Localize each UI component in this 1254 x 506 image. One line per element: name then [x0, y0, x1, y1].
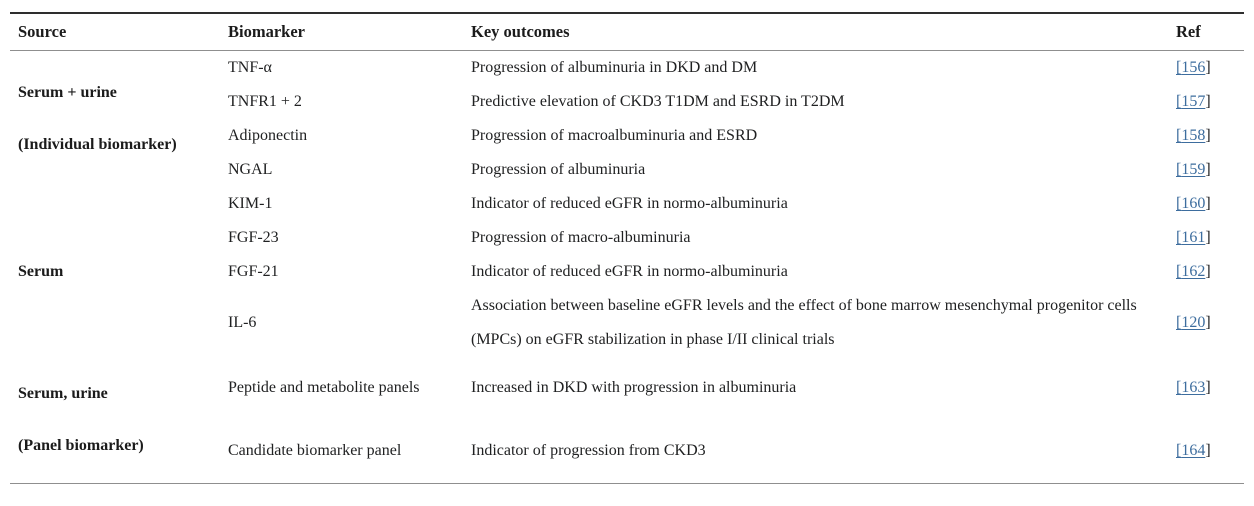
- ref-link[interactable]: [1176, 379, 1205, 396]
- ref-bracket-close: ]: [1205, 195, 1211, 212]
- ref-number: 162: [1181, 263, 1206, 280]
- source-line: Serum, urine: [18, 385, 108, 402]
- source-cell-serum-urine-panel: [10, 357, 220, 484]
- biomarker-cell: FGF-21: [228, 263, 279, 280]
- source-line: Serum: [18, 263, 64, 280]
- header-row: [10, 13, 1244, 51]
- ref-bracket-open: [: [1176, 161, 1182, 178]
- ref-number: 156: [1181, 59, 1206, 76]
- table-row: [10, 357, 1244, 420]
- ref-number: 161: [1181, 229, 1206, 246]
- ref-bracket-open: [: [1176, 314, 1182, 331]
- biomarker-cell: NGAL: [228, 161, 273, 178]
- ref-cell: [1168, 85, 1244, 119]
- source-cell-serum-urine-individual: [10, 51, 220, 188]
- ref-cell: [1168, 357, 1244, 420]
- ref-bracket-open: [: [1176, 263, 1182, 280]
- ref-number: 158: [1181, 127, 1206, 144]
- outcome-cell: Association between baseline eGFR levels and the effect of bone marrow mesenchymal progenitor cells (MPCs) on eGFR stabilization in phase I/II clinical trials: [471, 297, 1137, 348]
- ref-cell: [1168, 255, 1244, 289]
- biomarkers-table: [10, 12, 1244, 484]
- ref-bracket-open: [: [1176, 93, 1182, 110]
- ref-bracket-close: ]: [1205, 263, 1211, 280]
- outcome-cell: Predictive elevation of CKD3 T1DM and ESRD in T2DM: [471, 93, 845, 110]
- col-header-key-outcomes: Key outcomes: [463, 13, 1168, 51]
- ref-bracket-close: ]: [1205, 442, 1211, 460]
- ref-cell: [1168, 187, 1244, 221]
- ref-link[interactable]: [1176, 127, 1205, 144]
- ref-number: 157: [1181, 93, 1206, 110]
- ref-bracket-close: ]: [1205, 59, 1211, 76]
- outcome-cell: Progression of albuminuria in DKD and DM: [471, 59, 758, 76]
- ref-bracket-close: ]: [1205, 127, 1211, 144]
- ref-link[interactable]: [1176, 442, 1205, 459]
- ref-link[interactable]: [1176, 59, 1205, 76]
- ref-number: 160: [1181, 195, 1206, 212]
- ref-link[interactable]: [1176, 229, 1205, 246]
- ref-cell: [1168, 153, 1244, 187]
- col-header-source: Source: [10, 13, 220, 51]
- outcome-cell: Indicator of progression from CKD3: [471, 442, 706, 460]
- outcome-cell: Progression of macroalbuminuria and ESRD: [471, 127, 758, 144]
- ref-link[interactable]: [1176, 314, 1205, 331]
- source-line: (Individual biomarker): [18, 136, 177, 153]
- ref-link[interactable]: [1176, 93, 1205, 110]
- ref-bracket-open: [: [1176, 59, 1182, 76]
- table-body: [10, 51, 1244, 484]
- biomarker-cell: TNF-α: [228, 59, 272, 76]
- ref-cell: [1168, 221, 1244, 255]
- ref-bracket-close: ]: [1205, 161, 1211, 178]
- ref-number: 163: [1181, 379, 1206, 397]
- outcome-cell: Progression of albuminuria: [471, 161, 646, 178]
- ref-number: 164: [1181, 442, 1206, 460]
- table-row: [10, 51, 1244, 86]
- ref-bracket-open: [: [1176, 127, 1182, 144]
- ref-bracket-open: [: [1176, 379, 1182, 397]
- ref-number: 120: [1181, 314, 1206, 331]
- col-header-biomarker: Biomarker: [220, 13, 463, 51]
- biomarker-cell: TNFR1 + 2: [228, 93, 302, 110]
- biomarker-cell: Peptide and metabolite panels: [228, 379, 420, 397]
- ref-cell: [1168, 289, 1244, 357]
- ref-bracket-close: ]: [1205, 93, 1211, 110]
- biomarker-cell: FGF-23: [228, 229, 279, 246]
- ref-cell: [1168, 119, 1244, 153]
- outcome-cell: Indicator of reduced eGFR in normo-albuminuria: [471, 263, 788, 280]
- ref-link[interactable]: [1176, 263, 1205, 280]
- biomarker-cell: Adiponectin: [228, 127, 308, 144]
- ref-cell: [1168, 420, 1244, 484]
- biomarker-cell: IL-6: [228, 314, 257, 331]
- ref-number: 159: [1181, 161, 1206, 178]
- ref-link[interactable]: [1176, 161, 1205, 178]
- ref-bracket-close: ]: [1205, 379, 1211, 397]
- source-line: (Panel biomarker): [18, 437, 144, 454]
- source-line: Serum + urine: [18, 84, 117, 101]
- table-header: [10, 13, 1244, 51]
- outcome-cell: Progression of macro-albuminuria: [471, 229, 691, 246]
- source-cell-serum: [10, 187, 220, 357]
- ref-bracket-close: ]: [1205, 229, 1211, 246]
- ref-link[interactable]: [1176, 195, 1205, 212]
- biomarker-cell: KIM-1: [228, 195, 273, 212]
- ref-cell: [1168, 51, 1244, 86]
- ref-bracket-open: [: [1176, 229, 1182, 246]
- table-row: [10, 187, 1244, 221]
- ref-bracket-open: [: [1176, 195, 1182, 212]
- biomarkers-table-wrapper: [10, 12, 1244, 484]
- ref-bracket-open: [: [1176, 442, 1182, 460]
- col-header-ref: Ref: [1168, 13, 1244, 51]
- biomarker-cell: Candidate biomarker panel: [228, 442, 402, 460]
- ref-bracket-close: ]: [1205, 314, 1211, 331]
- outcome-cell: Increased in DKD with progression in albuminuria: [471, 379, 797, 397]
- outcome-cell: Indicator of reduced eGFR in normo-albuminuria: [471, 195, 788, 212]
